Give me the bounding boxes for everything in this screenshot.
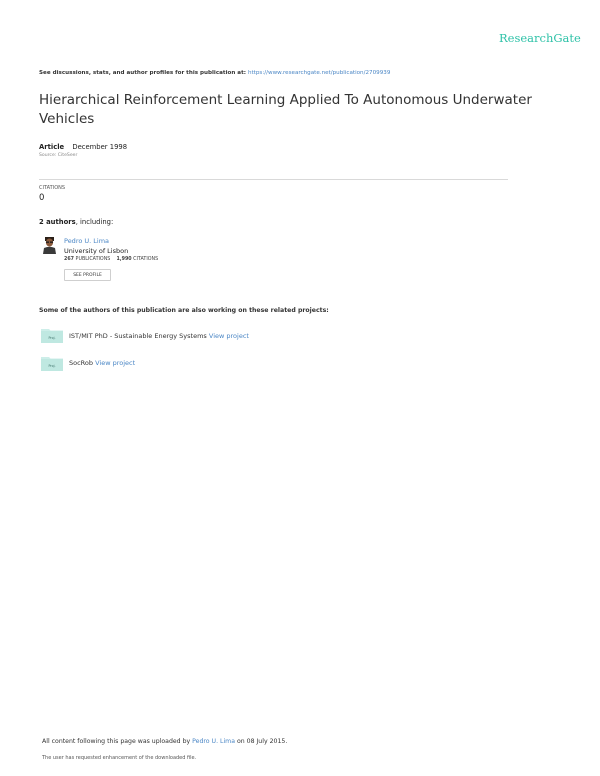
author-publications-label: PUBLICATIONS: [75, 257, 111, 262]
discussions-text: See discussions, stats, and author profiles for this publication at:: [39, 70, 246, 76]
authors-heading: [39, 218, 113, 226]
author-citations-count: 1,990: [116, 257, 132, 262]
publication-title: Hierarchical Reinforcement Learning Applied To Autonomous Underwater Vehicles: [39, 92, 532, 127]
project-name: SocRob: [69, 359, 94, 367]
uploader-link[interactable]: Pedro U. Lima: [192, 738, 235, 745]
article-type: Article: [39, 143, 65, 151]
project-name: IST/MIT PhD - Sustainable Energy Systems: [69, 332, 207, 340]
footer-upload-suffix: on 08 July 2015.: [236, 738, 288, 745]
article-source: Source: CiteSeer: [39, 153, 78, 158]
folder-label: Proj.: [48, 364, 56, 368]
authors-count: 2 authors: [39, 218, 76, 226]
author-publications-count: 267: [64, 257, 75, 262]
article-date: December 1998: [72, 143, 128, 151]
footer-enhancement-note: The user has requested enhancement of the downloaded file.: [42, 755, 197, 761]
footer-upload-note: [42, 738, 287, 745]
author-avatar[interactable]: [42, 236, 57, 254]
discussions-line: [39, 70, 390, 76]
divider: [39, 179, 508, 180]
view-project-link[interactable]: View project: [95, 359, 136, 367]
author-citations-label: CITATIONS: [133, 257, 159, 262]
author-stats: [64, 257, 158, 262]
view-project-link[interactable]: View project: [208, 332, 249, 340]
footer-upload-prefix: All content following this page was uploaded by: [42, 738, 191, 745]
projects-heading: Some of the authors of this publication are also working on these related projects:: [39, 307, 329, 314]
publication-url-link[interactable]: https://www.researchgate.net/publication/2709939: [247, 70, 391, 76]
project-folder-icon: [41, 355, 63, 371]
author-institution: University of Lisbon: [64, 247, 129, 255]
see-profile-button[interactable]: SEE PROFILE: [64, 269, 111, 281]
project-item: [69, 332, 249, 340]
project-folder-icon: [41, 327, 63, 343]
author-name-link[interactable]: Pedro U. Lima: [64, 237, 110, 245]
authors-suffix: , including:: [75, 218, 114, 226]
folder-label: Proj.: [48, 336, 56, 340]
citations-count: 0: [39, 193, 45, 203]
project-item: [69, 359, 135, 367]
article-meta: [39, 143, 127, 151]
researchgate-logo[interactable]: ResearchGate: [499, 31, 581, 45]
citations-label: CITATIONS: [39, 185, 66, 191]
